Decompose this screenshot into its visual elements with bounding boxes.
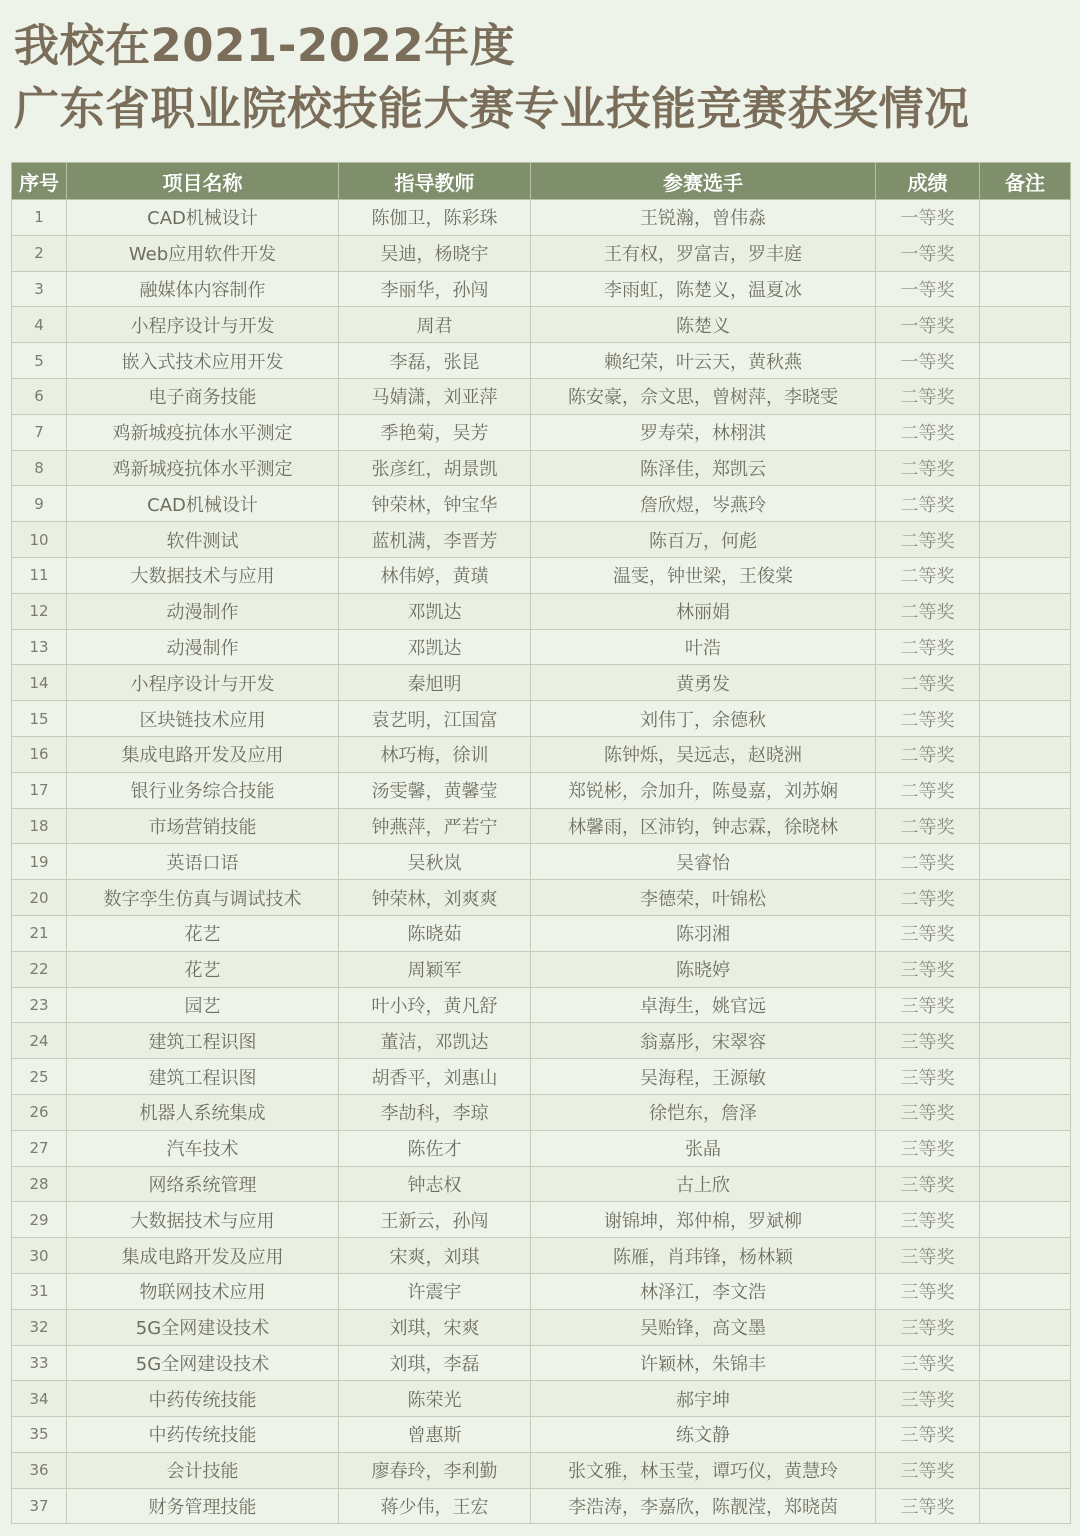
- table-row: [12, 665, 1071, 701]
- cell-result: 三等奖: [876, 1309, 980, 1345]
- cell-instructors: 许震宇: [339, 1273, 531, 1309]
- cell-index: 26: [12, 1094, 67, 1130]
- cell-contestants: 许颖林，朱锦丰: [531, 1345, 876, 1381]
- cell-index: 33: [12, 1345, 67, 1381]
- cell-instructors: 钟荣林，钟宝华: [339, 486, 531, 522]
- cell-result: 一等奖: [876, 271, 980, 307]
- cell-remarks: [980, 557, 1071, 593]
- cell-remarks: [980, 665, 1071, 701]
- cell-instructors: 李丽华，孙闯: [339, 271, 531, 307]
- cell-remarks: [980, 1273, 1071, 1309]
- cell-instructors: 李磊，张昆: [339, 343, 531, 379]
- cell-result: 二等奖: [876, 378, 980, 414]
- cell-index: 22: [12, 951, 67, 987]
- cell-result: 三等奖: [876, 987, 980, 1023]
- cell-instructors: 汤雯馨，黄馨莹: [339, 772, 531, 808]
- table-row: [12, 1273, 1071, 1309]
- cell-contestants: 李雨虹，陈楚义，温夏冰: [531, 271, 876, 307]
- cell-project: 嵌入式技术应用开发: [67, 343, 339, 379]
- table-row: [12, 343, 1071, 379]
- cell-index: 12: [12, 593, 67, 629]
- table-row: [12, 701, 1071, 737]
- cell-instructors: 周君: [339, 307, 531, 343]
- cell-contestants: 王锐瀚，曾伟淼: [531, 200, 876, 236]
- cell-result: 二等奖: [876, 665, 980, 701]
- table-row: [12, 1130, 1071, 1166]
- cell-remarks: [980, 701, 1071, 737]
- cell-contestants: 陈雁，肖玮锋，杨林颖: [531, 1238, 876, 1274]
- cell-index: 5: [12, 343, 67, 379]
- cell-instructors: 邓凯达: [339, 629, 531, 665]
- cell-project: 5G全网建设技术: [67, 1309, 339, 1345]
- cell-project: 动漫制作: [67, 593, 339, 629]
- cell-index: 11: [12, 557, 67, 593]
- cell-remarks: [980, 486, 1071, 522]
- cell-project: 花艺: [67, 951, 339, 987]
- cell-contestants: 赖纪荣，叶云天，黄秋燕: [531, 343, 876, 379]
- cell-result: 二等奖: [876, 772, 980, 808]
- cell-remarks: [980, 1166, 1071, 1202]
- table-row: [12, 450, 1071, 486]
- cell-result: 三等奖: [876, 1238, 980, 1274]
- cell-index: 27: [12, 1130, 67, 1166]
- cell-contestants: 练文静: [531, 1417, 876, 1453]
- cell-instructors: 陈佐才: [339, 1130, 531, 1166]
- cell-instructors: 林巧梅，徐训: [339, 736, 531, 772]
- cell-index: 16: [12, 736, 67, 772]
- cell-contestants: 叶浩: [531, 629, 876, 665]
- cell-project: 建筑工程识图: [67, 1059, 339, 1095]
- cell-instructors: 吴秋岚: [339, 844, 531, 880]
- cell-project: 建筑工程识图: [67, 1023, 339, 1059]
- table-row: [12, 1452, 1071, 1488]
- cell-remarks: [980, 1345, 1071, 1381]
- cell-contestants: 陈楚义: [531, 307, 876, 343]
- cell-index: 28: [12, 1166, 67, 1202]
- cell-instructors: 叶小玲，黄凡舒: [339, 987, 531, 1023]
- cell-remarks: [980, 951, 1071, 987]
- cell-index: 21: [12, 915, 67, 951]
- cell-index: 29: [12, 1202, 67, 1238]
- cell-index: 24: [12, 1023, 67, 1059]
- table-row: [12, 1309, 1071, 1345]
- cell-index: 15: [12, 701, 67, 737]
- table-row: [12, 307, 1071, 343]
- cell-project: 汽车技术: [67, 1130, 339, 1166]
- cell-result: 三等奖: [876, 1417, 980, 1453]
- cell-contestants: 王有权，罗富吉，罗丰庭: [531, 235, 876, 271]
- cell-index: 25: [12, 1059, 67, 1095]
- table-row: [12, 808, 1071, 844]
- cell-result: 二等奖: [876, 557, 980, 593]
- cell-project: 物联网技术应用: [67, 1273, 339, 1309]
- cell-contestants: 陈羽湘: [531, 915, 876, 951]
- cell-instructors: 蓝机满，李晋芳: [339, 522, 531, 558]
- cell-index: 9: [12, 486, 67, 522]
- cell-index: 31: [12, 1273, 67, 1309]
- cell-contestants: 郑锐彬，佘加升，陈曼嘉，刘苏娴: [531, 772, 876, 808]
- cell-instructors: 陈荣光: [339, 1381, 531, 1417]
- cell-instructors: 钟燕萍，严若宁: [339, 808, 531, 844]
- table-body: [12, 200, 1071, 1524]
- cell-result: 一等奖: [876, 235, 980, 271]
- cell-contestants: 吴海程，王源敏: [531, 1059, 876, 1095]
- cell-remarks: [980, 772, 1071, 808]
- cell-contestants: 陈百万，何彪: [531, 522, 876, 558]
- cell-contestants: 张晶: [531, 1130, 876, 1166]
- cell-project: 英语口语: [67, 844, 339, 880]
- cell-remarks: [980, 1488, 1071, 1524]
- cell-result: 三等奖: [876, 1166, 980, 1202]
- cell-index: 3: [12, 271, 67, 307]
- cell-result: 三等奖: [876, 1023, 980, 1059]
- table-row: [12, 915, 1071, 951]
- cell-instructors: 廖春玲，李利勤: [339, 1452, 531, 1488]
- cell-result: 二等奖: [876, 701, 980, 737]
- cell-index: 32: [12, 1309, 67, 1345]
- cell-instructors: 曾惠斯: [339, 1417, 531, 1453]
- cell-instructors: 陈伽卫，陈彩珠: [339, 200, 531, 236]
- table-row: [12, 987, 1071, 1023]
- cell-contestants: 陈安豪，佘文思，曾树萍，李晓雯: [531, 378, 876, 414]
- cell-instructors: 季艳菊，吴芳: [339, 414, 531, 450]
- cell-project: 电子商务技能: [67, 378, 339, 414]
- cell-result: 三等奖: [876, 1381, 980, 1417]
- cell-contestants: 林泽江，李文浩: [531, 1273, 876, 1309]
- cell-result: 二等奖: [876, 486, 980, 522]
- cell-remarks: [980, 629, 1071, 665]
- cell-remarks: [980, 235, 1071, 271]
- cell-index: 13: [12, 629, 67, 665]
- cell-result: 三等奖: [876, 1345, 980, 1381]
- cell-contestants: 陈晓婷: [531, 951, 876, 987]
- cell-instructors: 张彦红，胡景凯: [339, 450, 531, 486]
- cell-index: 20: [12, 880, 67, 916]
- table-row: [12, 378, 1071, 414]
- cell-result: 一等奖: [876, 343, 980, 379]
- column-header-index: 序号: [12, 163, 67, 200]
- cell-index: 10: [12, 522, 67, 558]
- cell-project: 融媒体内容制作: [67, 271, 339, 307]
- cell-result: 二等奖: [876, 593, 980, 629]
- table-row: [12, 880, 1071, 916]
- cell-instructors: 马婧潇，刘亚萍: [339, 378, 531, 414]
- cell-project: 园艺: [67, 987, 339, 1023]
- cell-remarks: [980, 307, 1071, 343]
- cell-project: 财务管理技能: [67, 1488, 339, 1524]
- cell-result: 二等奖: [876, 522, 980, 558]
- table-row: [12, 1166, 1071, 1202]
- cell-result: 三等奖: [876, 1273, 980, 1309]
- cell-index: 35: [12, 1417, 67, 1453]
- cell-remarks: [980, 522, 1071, 558]
- cell-remarks: [980, 593, 1071, 629]
- cell-project: 中药传统技能: [67, 1381, 339, 1417]
- cell-index: 30: [12, 1238, 67, 1274]
- cell-contestants: 张文雅，林玉莹，谭巧仪，黄慧玲: [531, 1452, 876, 1488]
- cell-index: 19: [12, 844, 67, 880]
- cell-result: 二等奖: [876, 844, 980, 880]
- table-row: [12, 271, 1071, 307]
- cell-contestants: 翁嘉彤，宋翠容: [531, 1023, 876, 1059]
- cell-project: 集成电路开发及应用: [67, 1238, 339, 1274]
- cell-instructors: 王新云，孙闯: [339, 1202, 531, 1238]
- cell-index: 34: [12, 1381, 67, 1417]
- table-row: [12, 1202, 1071, 1238]
- cell-index: 37: [12, 1488, 67, 1524]
- table-row: [12, 1238, 1071, 1274]
- cell-project: 数字孪生仿真与调试技术: [67, 880, 339, 916]
- cell-index: 7: [12, 414, 67, 450]
- cell-project: 软件测试: [67, 522, 339, 558]
- table-row: [12, 629, 1071, 665]
- table-row: [12, 200, 1071, 236]
- cell-instructors: 袁艺明，江国富: [339, 701, 531, 737]
- cell-index: 17: [12, 772, 67, 808]
- cell-remarks: [980, 271, 1071, 307]
- table-row: [12, 1381, 1071, 1417]
- table-header: [12, 163, 1071, 200]
- cell-contestants: 黄勇发: [531, 665, 876, 701]
- cell-result: 二等奖: [876, 880, 980, 916]
- cell-project: 区块链技术应用: [67, 701, 339, 737]
- cell-result: 三等奖: [876, 1452, 980, 1488]
- cell-project: Web应用软件开发: [67, 235, 339, 271]
- table-row: [12, 593, 1071, 629]
- page-title-block: [14, 14, 970, 140]
- cell-contestants: 温雯，钟世梁，王俊棠: [531, 557, 876, 593]
- awards-table: [11, 162, 1071, 1524]
- cell-remarks: [980, 200, 1071, 236]
- cell-contestants: 谢锦坤，郑仲棉，罗斌柳: [531, 1202, 876, 1238]
- column-header-remarks: 备注: [980, 163, 1071, 200]
- table-row: [12, 1094, 1071, 1130]
- cell-instructors: 刘琪，宋爽: [339, 1309, 531, 1345]
- page-title: 我校在2021-2022年度: [14, 19, 516, 72]
- cell-project: 市场营销技能: [67, 808, 339, 844]
- cell-index: 23: [12, 987, 67, 1023]
- cell-index: 1: [12, 200, 67, 236]
- cell-remarks: [980, 808, 1071, 844]
- cell-instructors: 林伟婷，黄璜: [339, 557, 531, 593]
- cell-result: 一等奖: [876, 200, 980, 236]
- column-header-contestants: 参赛选手: [531, 163, 876, 200]
- cell-project: 鸡新城疫抗体水平测定: [67, 450, 339, 486]
- table-row: [12, 522, 1071, 558]
- cell-project: 动漫制作: [67, 629, 339, 665]
- cell-project: 机器人系统集成: [67, 1094, 339, 1130]
- table-row: [12, 557, 1071, 593]
- cell-instructors: 邓凯达: [339, 593, 531, 629]
- table-row: [12, 844, 1071, 880]
- cell-project: 会计技能: [67, 1452, 339, 1488]
- cell-remarks: [980, 1417, 1071, 1453]
- cell-index: 14: [12, 665, 67, 701]
- cell-remarks: [980, 1023, 1071, 1059]
- cell-result: 二等奖: [876, 450, 980, 486]
- cell-project: 大数据技术与应用: [67, 557, 339, 593]
- cell-result: 三等奖: [876, 1059, 980, 1095]
- cell-contestants: 古上欣: [531, 1166, 876, 1202]
- cell-index: 36: [12, 1452, 67, 1488]
- cell-contestants: 陈泽佳，郑凯云: [531, 450, 876, 486]
- cell-remarks: [980, 915, 1071, 951]
- table-row: [12, 486, 1071, 522]
- cell-instructors: 蒋少伟，王宏: [339, 1488, 531, 1524]
- cell-contestants: 罗寿荣，林栩淇: [531, 414, 876, 450]
- cell-contestants: 陈钟烁，吴远志，赵晓洲: [531, 736, 876, 772]
- cell-result: 三等奖: [876, 915, 980, 951]
- cell-remarks: [980, 1452, 1071, 1488]
- cell-project: 网络系统管理: [67, 1166, 339, 1202]
- cell-result: 一等奖: [876, 307, 980, 343]
- cell-instructors: 胡香平，刘惠山: [339, 1059, 531, 1095]
- column-header-result: 成绩: [876, 163, 980, 200]
- cell-index: 4: [12, 307, 67, 343]
- cell-project: 花艺: [67, 915, 339, 951]
- cell-project: CAD机械设计: [67, 486, 339, 522]
- cell-contestants: 刘伟丁，余德秋: [531, 701, 876, 737]
- cell-remarks: [980, 1059, 1071, 1095]
- column-header-project: 项目名称: [67, 163, 339, 200]
- cell-remarks: [980, 736, 1071, 772]
- cell-contestants: 李浩涛，李嘉欣，陈靓滢，郑晓茵: [531, 1488, 876, 1524]
- cell-instructors: 李劼科，李琼: [339, 1094, 531, 1130]
- cell-index: 6: [12, 378, 67, 414]
- cell-contestants: 卓海生，姚官远: [531, 987, 876, 1023]
- cell-remarks: [980, 1130, 1071, 1166]
- cell-contestants: 詹欣煜，岑燕玲: [531, 486, 876, 522]
- cell-remarks: [980, 1309, 1071, 1345]
- cell-instructors: 钟荣林，刘爽爽: [339, 880, 531, 916]
- cell-remarks: [980, 1094, 1071, 1130]
- cell-result: 三等奖: [876, 1130, 980, 1166]
- cell-project: CAD机械设计: [67, 200, 339, 236]
- cell-remarks: [980, 450, 1071, 486]
- cell-result: 二等奖: [876, 808, 980, 844]
- table-row: [12, 736, 1071, 772]
- cell-result: 二等奖: [876, 629, 980, 665]
- table-row: [12, 772, 1071, 808]
- cell-project: 小程序设计与开发: [67, 307, 339, 343]
- cell-contestants: 郝宇坤: [531, 1381, 876, 1417]
- table-row: [12, 235, 1071, 271]
- cell-contestants: 吴贻锋，高文墨: [531, 1309, 876, 1345]
- cell-result: 三等奖: [876, 1094, 980, 1130]
- cell-remarks: [980, 414, 1071, 450]
- cell-contestants: 徐恺东，詹泽: [531, 1094, 876, 1130]
- column-header-instructors: 指导教师: [339, 163, 531, 200]
- table-row: [12, 1417, 1071, 1453]
- cell-contestants: 林馨雨，区沛钧，钟志霖，徐晓林: [531, 808, 876, 844]
- cell-remarks: [980, 378, 1071, 414]
- cell-remarks: [980, 1202, 1071, 1238]
- cell-instructors: 董洁，邓凯达: [339, 1023, 531, 1059]
- cell-instructors: 钟志权: [339, 1166, 531, 1202]
- cell-instructors: 吴迪，杨晓宇: [339, 235, 531, 271]
- cell-remarks: [980, 844, 1071, 880]
- cell-instructors: 刘琪，李磊: [339, 1345, 531, 1381]
- cell-result: 三等奖: [876, 1202, 980, 1238]
- cell-result: 三等奖: [876, 1488, 980, 1524]
- cell-index: 2: [12, 235, 67, 271]
- table-row: [12, 1059, 1071, 1095]
- table-row: [12, 951, 1071, 987]
- cell-instructors: 秦旭明: [339, 665, 531, 701]
- cell-index: 18: [12, 808, 67, 844]
- cell-contestants: 李德荣，叶锦松: [531, 880, 876, 916]
- cell-remarks: [980, 880, 1071, 916]
- page-subtitle: 广东省职业院校技能大赛专业技能竞赛获奖情况: [14, 82, 970, 135]
- cell-remarks: [980, 343, 1071, 379]
- cell-project: 银行业务综合技能: [67, 772, 339, 808]
- cell-project: 大数据技术与应用: [67, 1202, 339, 1238]
- cell-project: 鸡新城疫抗体水平测定: [67, 414, 339, 450]
- cell-contestants: 吴睿怡: [531, 844, 876, 880]
- table-header-row: [12, 163, 1071, 200]
- cell-remarks: [980, 987, 1071, 1023]
- cell-instructors: 周颖军: [339, 951, 531, 987]
- cell-remarks: [980, 1238, 1071, 1274]
- cell-index: 8: [12, 450, 67, 486]
- cell-remarks: [980, 1381, 1071, 1417]
- cell-instructors: 陈晓茹: [339, 915, 531, 951]
- cell-project: 小程序设计与开发: [67, 665, 339, 701]
- table-row: [12, 1488, 1071, 1524]
- cell-project: 5G全网建设技术: [67, 1345, 339, 1381]
- cell-result: 二等奖: [876, 736, 980, 772]
- cell-contestants: 林丽娟: [531, 593, 876, 629]
- table-row: [12, 1023, 1071, 1059]
- cell-result: 三等奖: [876, 951, 980, 987]
- cell-result: 二等奖: [876, 414, 980, 450]
- cell-project: 集成电路开发及应用: [67, 736, 339, 772]
- table-row: [12, 414, 1071, 450]
- table-row: [12, 1345, 1071, 1381]
- cell-project: 中药传统技能: [67, 1417, 339, 1453]
- cell-instructors: 宋爽，刘琪: [339, 1238, 531, 1274]
